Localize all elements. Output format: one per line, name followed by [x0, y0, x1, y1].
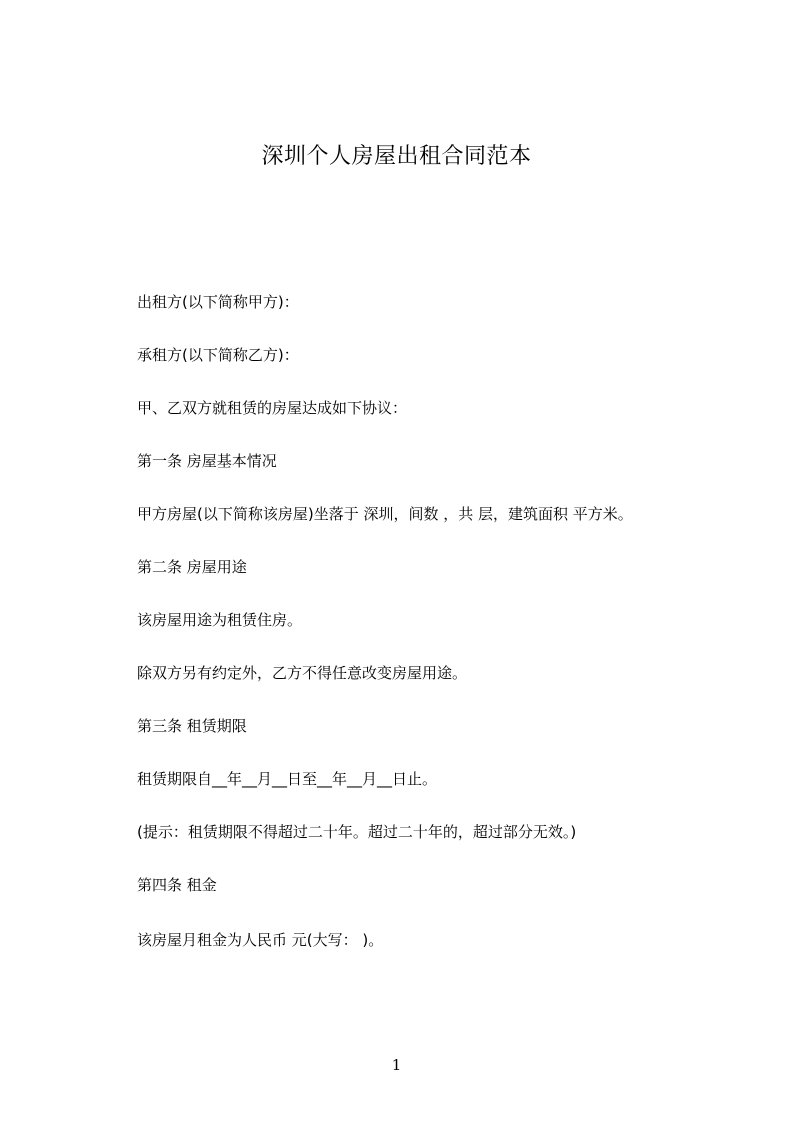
article-1-text: 甲方房屋(以下简称该房屋)坐落于 深圳，间数 ，共 层，建筑面积 平方米。 — [137, 505, 633, 523]
article-3-heading: 第三条 租赁期限 — [137, 717, 247, 735]
agreement-intro: 甲、乙双方就租赁的房屋达成如下协议： — [137, 399, 408, 417]
article-4-text: 该房屋月租金为人民币 元(大写： )。 — [137, 931, 384, 949]
article-4-heading: 第四条 租金 — [137, 876, 217, 894]
page-number: 1 — [391, 1056, 402, 1074]
lessee-line: 承租方(以下简称乙方)： — [137, 346, 299, 364]
article-3-note: (提示：租赁期限不得超过二十年。超过二十年的，超过部分无效。) — [137, 823, 577, 841]
lessor-line: 出租方(以下简称甲方)： — [137, 293, 299, 311]
article-2-text-2: 除双方另有约定外，乙方不得任意改变房屋用途。 — [137, 664, 468, 682]
article-2-heading: 第二条 房屋用途 — [137, 558, 247, 576]
article-3-text: 租赁期限自__年__月__日至__年__月__日止。 — [137, 770, 438, 788]
article-1-heading: 第一条 房屋基本情况 — [137, 452, 277, 470]
article-2-text-1: 该房屋用途为租赁住房。 — [137, 611, 303, 629]
document-title: 深圳个人房屋出租合同范本 — [261, 144, 532, 169]
